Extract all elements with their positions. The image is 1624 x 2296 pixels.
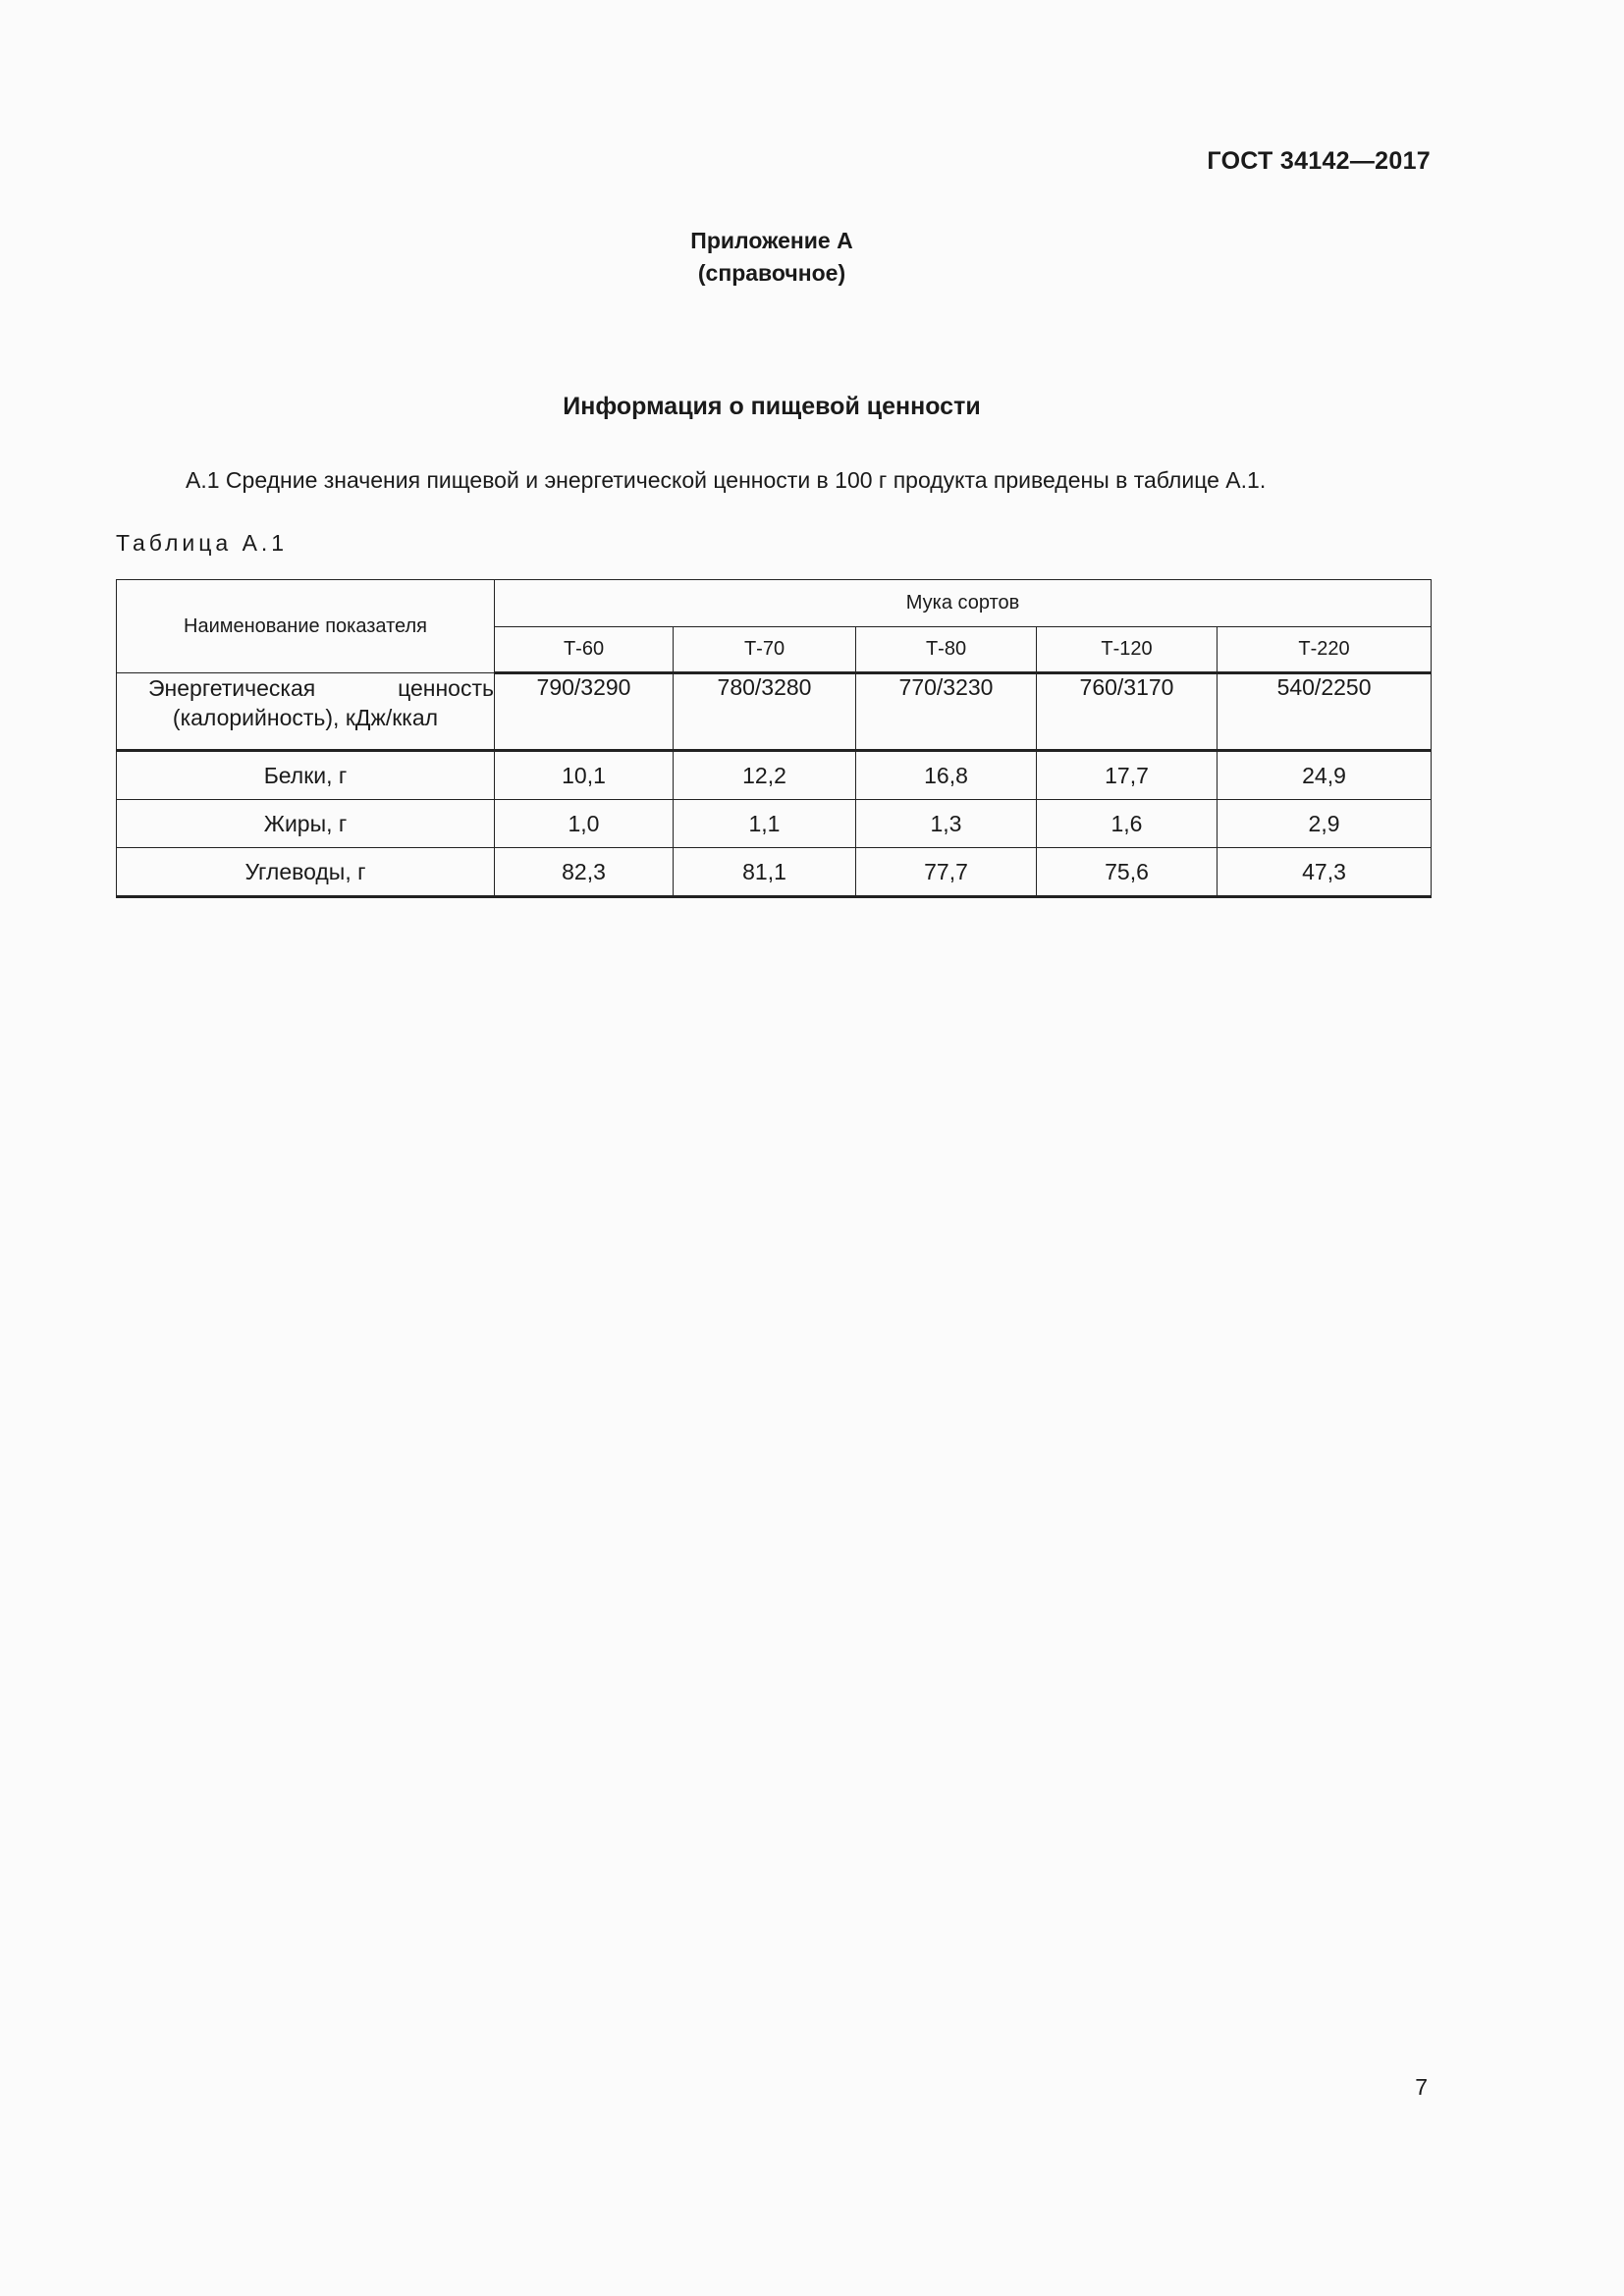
document-code: ГОСТ 34142—2017 — [1207, 147, 1431, 175]
row-label-line: (калорийность), кДж/ккал — [172, 705, 439, 730]
row-label-line: Энергетическая ценность — [148, 675, 494, 701]
table-row — [117, 751, 1432, 800]
table-cell: 1,3 — [856, 800, 1037, 848]
table-cell: 77,7 — [856, 848, 1037, 897]
table-row — [117, 800, 1432, 848]
section-title: Информация о пищевой ценности — [563, 393, 981, 420]
table-cell: 540/2250 — [1218, 673, 1432, 751]
table-cell: 82,3 — [495, 848, 674, 897]
table-cell: 2,9 — [1218, 800, 1432, 848]
header-grade: Т-60 — [495, 627, 674, 673]
header-grade: Т-220 — [1218, 627, 1432, 673]
table-cell: 75,6 — [1037, 848, 1218, 897]
table-cell: 1,1 — [674, 800, 856, 848]
header-grade: Т-120 — [1037, 627, 1218, 673]
appendix-subtitle: (справочное) — [697, 260, 846, 286]
header-grade: Т-80 — [856, 627, 1037, 673]
table-cell: 47,3 — [1218, 848, 1432, 897]
table-cell: 760/3170 — [1037, 673, 1218, 751]
table-cell: 12,2 — [674, 751, 856, 800]
row-label — [117, 673, 495, 751]
table-cell: 780/3280 — [674, 673, 856, 751]
table-cell: 770/3230 — [856, 673, 1037, 751]
table-row — [117, 848, 1432, 897]
nutrition-table — [116, 579, 1432, 898]
table-cell: 1,6 — [1037, 800, 1218, 848]
table-row — [117, 673, 1432, 751]
table-cell: 10,1 — [495, 751, 674, 800]
table-cell: 790/3290 — [495, 673, 674, 751]
row-label: Жиры, г — [117, 800, 495, 848]
table-cell: 16,8 — [856, 751, 1037, 800]
page-number: 7 — [1415, 2074, 1428, 2100]
table-caption: Таблица А.1 — [116, 530, 289, 556]
header-grade: Т-70 — [674, 627, 856, 673]
table-cell: 1,0 — [495, 800, 674, 848]
row-label: Белки, г — [117, 751, 495, 800]
intro-paragraph: А.1 Средние значения пищевой и энергетической ценности в 100 г продукта приведены в таблице А.1. — [186, 467, 1267, 493]
row-label: Углеводы, г — [117, 848, 495, 897]
table-cell: 24,9 — [1218, 751, 1432, 800]
appendix-title: Приложение А — [690, 228, 853, 253]
header-flour-grades: Мука сортов — [495, 580, 1432, 627]
header-indicator-name: Наименование показателя — [117, 580, 495, 673]
table-cell: 17,7 — [1037, 751, 1218, 800]
table-cell: 81,1 — [674, 848, 856, 897]
